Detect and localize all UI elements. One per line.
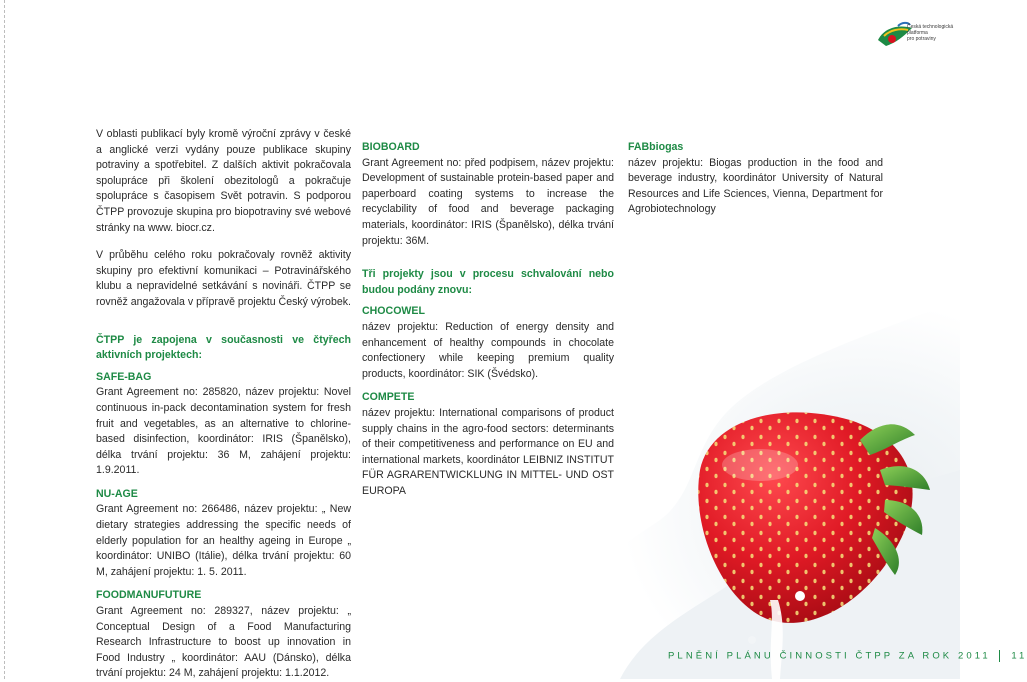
project-name-safe-bag: SAFE-BAG [96,370,152,383]
project-name-fabbiogas: FABbiogas [628,141,684,153]
project-name-bioboard: BIOBOARD [362,141,420,153]
page-number: 11 [1011,650,1027,662]
paragraph-publications: V oblasti publikací byly kromě výroční zprávy v české a anglické verzi vydány pouze publikace skupiny potraviny a spotřebitel. Z dalších aktivit pokračovala spolupráce při školení obezitologů a pokračuje spolupráce s časopisem Svět potravin. S podporou ČTPP provozuje skupina pro biopotraviny své webové stránky na www. biocr.cz. [96,128,351,234]
project-text-fabbiogas: název projektu: Biogas production in the food and beverage industry, koordinátor University of Natural Resources and Life Sciences, Vienna, Department for Agrobiotechnology [628,156,883,216]
project-text-safe-bag: Grant Agreement no: 285820, název projektu: Novel continuous in-pack decontamination system for fresh fruit and vegetables, as an alternative to chlorine-based disinfection, koordinátor: IRIS (Španělsko), délka trvání projektu: 36 M, zahájení projektu: 1.9.2011. [96,386,351,477]
project-name-compete: COMPETE [362,391,415,404]
footer-divider [999,650,1000,662]
paragraph-communication: V průběhu celého roku pokračovaly rovněž aktivity skupiny pro efektivní komunikaci – Potravinářského klubu a nepravidelné setkávání s novináři. ČTPP se rovněž angažovala v přípravě projektu Český výrobek. [96,249,351,308]
section-heading-active-projects: ČTPP je zapojena v současnosti ve čtyřech aktivních projektech: [96,333,351,362]
logo-caption-line2: pro potraviny [907,36,936,42]
footer-title: PLNĚNÍ PLÁNU ČINNOSTI ČTPP ZA ROK 2011 [668,650,991,662]
text-column-right [628,140,883,218]
page-footer [668,650,1027,662]
project-name-chocowel: CHOCOWEL [362,305,425,318]
project-text-compete: název projektu: International comparisons of product supply chains in the agro-food sectors: determinants of their competitiveness and performance on EU and international markets, koordinátor LEIBNIZ INSTITUT FÜR AGRARENTWICKLUNG IN MITTEL- UND OST EUROPA [362,406,614,497]
text-column-middle [362,140,614,499]
project-text-nu-age: Grant Agreement no: 266486, název projektu: „ New dietary strategies addressing the specific needs of elderly population for an healthy ageing in Europe „ koordinátor: UNIBO (Itálie), délka trvání projektu: 60 M, zahájení projektu: 1. 5. 2011. [96,503,351,578]
project-text-bioboard: Grant Agreement no: před podpisem, název projektu: Development of sustainable protein-based paper and paperboard coating systems to increase the recyclability of food and beverage packaging materials, koordinátor: IRIS (Španělsko), délka trvání projektu: 36M. [362,156,614,247]
project-name-nu-age: NU-AGE [96,487,138,500]
text-column-left [96,127,351,682]
logo-caption [907,24,957,42]
project-text-foodmanufuture: Grant Agreement no: 289327, název projektu: „ Conceptual Design of a Food Manufacturing Research Infrastructure to boost up innovation in Food Industry „ koordinátor: AAU (Dánsko), délka trvání projektu: 24 M, zahájení projektu: 1.1.2012. [96,605,351,680]
project-text-chocowel: název projektu: Reduction of energy density and enhancement of healthy compounds in chocolate confectionery while keeping premium quality products, koordinátor: SIK (Švédsko). [362,320,614,380]
project-name-foodmanufuture: FOODMANUFUTURE [96,589,202,602]
section-heading-pending-projects: Tři projekty jsou v procesu schvalování nebo budou podány znovu: [362,268,614,296]
logo-caption-line1: Česká technologická platforma [907,24,954,36]
